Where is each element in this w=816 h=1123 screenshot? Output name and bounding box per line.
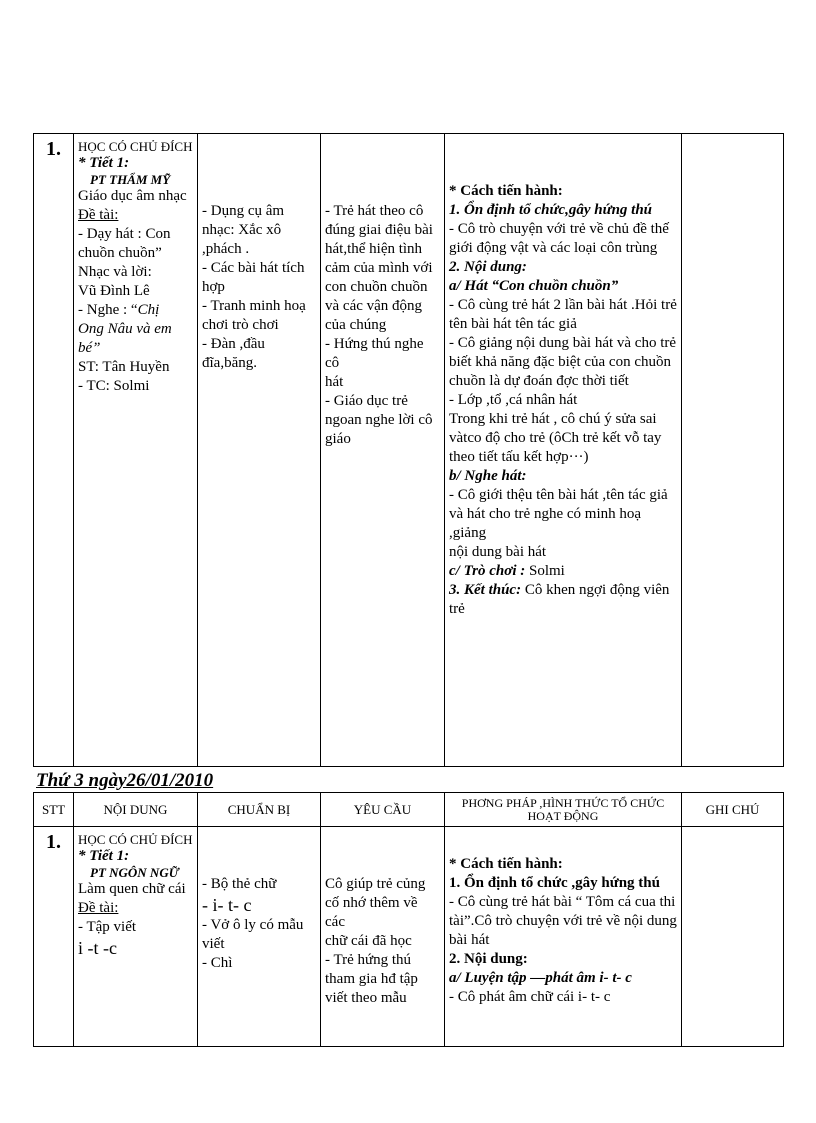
- requirement-line: viết theo mẫu: [325, 990, 407, 1006]
- requirements-cell: [321, 134, 445, 767]
- requirement-line: giáo: [325, 431, 351, 447]
- prep-line: ,phách .: [202, 241, 250, 257]
- requirement-line: đúng giai điệu bài: [325, 222, 433, 238]
- notes-cell: [682, 134, 784, 767]
- method-part-c-title: c/ Trò chơi :: [449, 563, 526, 579]
- content-listen: [78, 301, 193, 320]
- date-heading: Thứ 3 ngày26/01/2010: [36, 770, 214, 791]
- method-line: - Cô trò chuyện với trẻ về chủ đề thế: [449, 221, 669, 237]
- content-author: Vũ Đình Lê: [78, 283, 150, 299]
- method-heading: * Cách tiến hành:: [449, 183, 563, 199]
- content-cell: [74, 827, 198, 1047]
- notes-cell: [682, 827, 784, 1047]
- prep-line: - Các bài hát tích: [202, 260, 305, 276]
- requirements-cell: [321, 827, 445, 1047]
- table-row: [34, 134, 784, 767]
- prep-line: - Dụng cụ âm: [202, 203, 285, 219]
- content-tc: - TC: Solmi: [78, 378, 150, 394]
- requirement-line: Cô giúp trẻ củng: [325, 876, 426, 892]
- prep-line: - Vở ô ly có mẫu: [202, 917, 304, 933]
- method-step3-text: Cô khen ngợi động viên: [521, 582, 670, 598]
- method-part-c: [449, 562, 677, 581]
- content-tiet: * Tiết 1:: [78, 155, 130, 171]
- method-step2-title: 2. Nội dung:: [449, 259, 527, 275]
- method-heading: * Cách tiến hành:: [449, 856, 563, 872]
- content-song-line2: chuồn chuồn”: [78, 245, 162, 261]
- method-line: vàtco độ cho trẻ (ôCh trẻ kết vỗ tay: [449, 430, 662, 446]
- method-part-c-value: Solmi: [525, 563, 565, 579]
- method-part-a-title: a/ Hát “Con chuồn chuồn”: [449, 278, 619, 294]
- content-topic-label: Đề tài:: [78, 207, 119, 223]
- content-listen-title3: bé”: [78, 340, 101, 356]
- prep-line: chơi trò chơi: [202, 317, 279, 333]
- prep-cell: [198, 827, 321, 1047]
- requirement-line: con chuồn chuồn: [325, 279, 428, 295]
- content-subject: Làm quen chữ cái: [78, 881, 186, 897]
- prep-letters: - i- t- c: [202, 895, 252, 915]
- requirement-line: chữ cái đã học: [325, 933, 412, 949]
- method-line: nội dung bài hát: [449, 544, 547, 560]
- method-line: tên bài hát tên tác giả: [449, 316, 577, 332]
- header-method: PHƠNG PHÁP ,HÌNH THỨC TỔ CHỨC HOẠT ĐỘNG: [445, 793, 682, 827]
- prep-line: - Đàn ,đầu: [202, 336, 265, 352]
- prep-line: hợp: [202, 279, 225, 295]
- requirement-line: và các vận động: [325, 298, 423, 314]
- table-header-row: [34, 793, 784, 827]
- method-line: - Lớp ,tổ ,cá nhân hát: [449, 392, 578, 408]
- content-tiet: * Tiết 1:: [78, 848, 130, 864]
- method-step3-title: 3. Kết thúc:: [449, 582, 522, 598]
- method-line: giới động vật và các loại côn trùng: [449, 240, 658, 256]
- prep-cell: [198, 134, 321, 767]
- prep-line: - Bộ thẻ chữ: [202, 876, 277, 892]
- content-topic-label: Đề tài:: [78, 900, 119, 916]
- content-heading: HỌC CÓ CHỦ ĐÍCH: [78, 139, 193, 154]
- requirement-line: tham gia hđ tập: [325, 971, 418, 987]
- header-notes: GHI CHÚ: [682, 793, 784, 827]
- requirement-line: hát: [325, 374, 344, 390]
- content-author-label: Nhạc và lời:: [78, 264, 152, 280]
- header-prep: CHUẨN BỊ: [198, 793, 321, 827]
- stt-number: 1.: [46, 831, 61, 853]
- method-line: theo tiết tấu kết hợp···): [449, 449, 589, 465]
- method-line: - Cô phát âm chữ cái i- t- c: [449, 989, 611, 1005]
- requirement-line: cảm của mình với: [325, 260, 433, 276]
- content-listen-title2: Ong Nâu và em: [78, 321, 172, 337]
- content-cell: [74, 134, 198, 767]
- content-subject: Giáo dục âm nhạc: [78, 188, 187, 204]
- content-area: PT THẨM MỸ: [90, 172, 171, 187]
- method-step1-title: 1. Ổn định tổ chức ,gây hứng thú: [449, 875, 660, 891]
- method-line: biết khả năng đặc biệt của con chuồn: [449, 354, 671, 370]
- method-line: Trong khi trẻ hát , cô chú ý sửa sai: [449, 411, 657, 427]
- method-line: - Cô cùng trẻ hát 2 lần bài hát .Hỏi trẻ: [449, 297, 677, 313]
- method-cell: [445, 134, 682, 767]
- stt-cell: [34, 134, 74, 767]
- requirement-line: hát,thể hiện tình: [325, 241, 423, 257]
- requirement-line: - Hứng thú nghe cô: [325, 336, 424, 371]
- method-cell: [445, 827, 682, 1047]
- method-line: - Cô giới thệu tên bài hát ,tên tác giả: [449, 487, 668, 503]
- method-line: bài hát: [449, 932, 490, 948]
- prep-line: viết: [202, 936, 225, 952]
- method-step2-title: 2. Nội dung:: [449, 951, 528, 967]
- content-listen-title1: Chị: [137, 302, 160, 318]
- prep-line: - Chì: [202, 955, 233, 971]
- content-letters: i -t -c: [78, 938, 117, 958]
- stt-cell: [34, 827, 74, 1047]
- method-line: trẻ: [449, 601, 465, 617]
- requirement-line: - Trẻ hát theo cô: [325, 203, 424, 219]
- content-st: ST: Tân Huyền: [78, 359, 170, 375]
- method-line: - Cô giảng nội dung bài hát và cho trẻ: [449, 335, 677, 351]
- method-line: tài”.Cô trò chuyện với trẻ về nội dung: [449, 913, 677, 929]
- method-line: - Cô cùng trẻ hát bài “ Tôm cá cua thi: [449, 894, 676, 910]
- method-part-b-title: b/ Nghe hát:: [449, 468, 527, 484]
- requirement-line: ngoan nghe lời cô: [325, 412, 433, 428]
- table-row: [34, 827, 784, 1047]
- requirement-line: cố nhớ thêm về các: [325, 895, 418, 930]
- prep-line: đĩa,băng.: [202, 355, 257, 371]
- content-area: PT NGÔN NGỮ: [90, 865, 179, 880]
- requirement-line: của chúng: [325, 317, 387, 333]
- requirement-line: - Trẻ hứng thú: [325, 952, 412, 968]
- method-part-a-title: a/ Luyện tập —phát âm i- t- c: [449, 970, 632, 986]
- lesson-table-2: [33, 792, 784, 1047]
- header-stt: STT: [34, 793, 74, 827]
- lesson-table-1: [33, 133, 784, 767]
- method-step1-title: 1. Ổn định tổ chức,gây hứng thú: [449, 202, 653, 218]
- prep-line: - Tranh minh hoạ: [202, 298, 306, 314]
- content-song-line1: - Dạy hát : Con: [78, 226, 171, 242]
- content-heading: HỌC CÓ CHỦ ĐÍCH: [78, 832, 193, 847]
- stt-number: 1.: [46, 138, 61, 160]
- content-listen-prefix: - Nghe : “: [78, 302, 138, 318]
- content-topic-line: - Tập viết: [78, 919, 137, 935]
- method-line: và hát cho trẻ nghe có minh hoạ ,giảng: [449, 506, 642, 541]
- method-step3: [449, 581, 677, 600]
- requirement-line: - Giáo dục trẻ: [325, 393, 408, 409]
- header-content: NỘI DUNG: [74, 793, 198, 827]
- header-requirements: YÊU CẦU: [321, 793, 445, 827]
- method-line: chuồn là dự đoán đợc thời tiết: [449, 373, 629, 389]
- prep-line: nhạc: Xắc xô: [202, 222, 282, 238]
